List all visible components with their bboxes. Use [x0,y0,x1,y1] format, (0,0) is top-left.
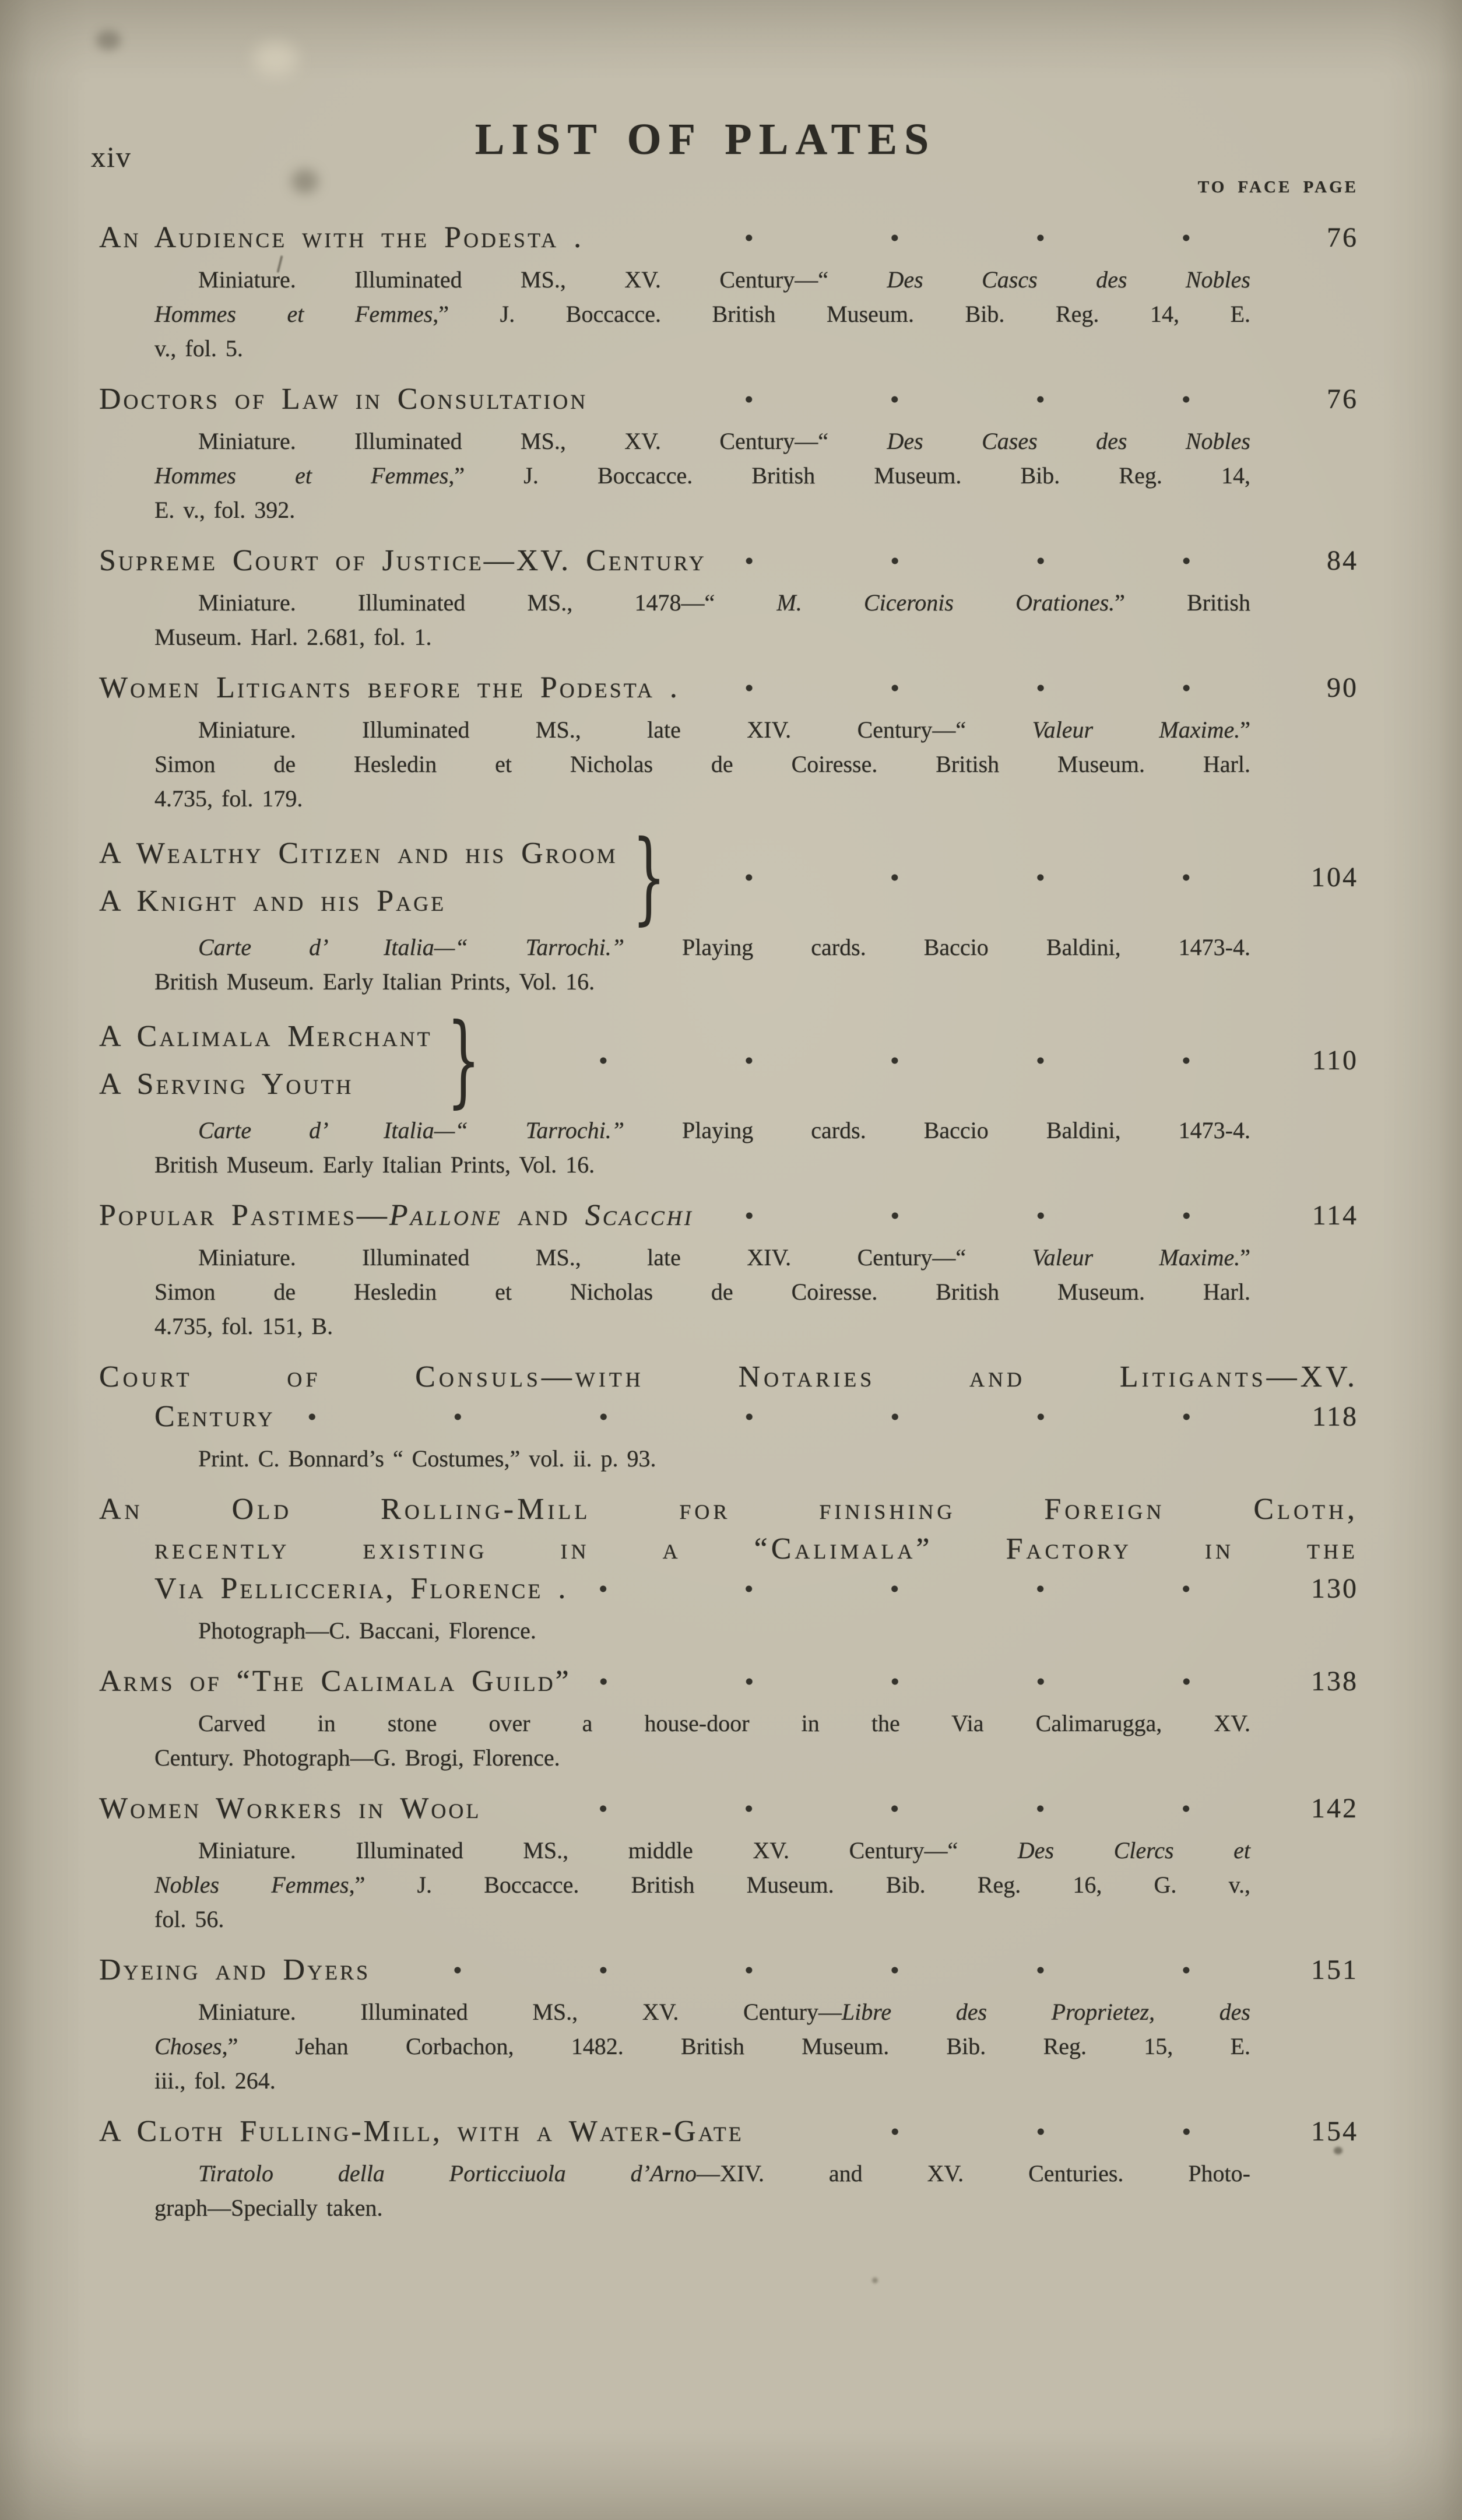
dot-leader [509,1789,1259,1828]
plate-entry-calimala-merchant-serving-youth [99,1002,1358,1182]
description-line [154,297,1250,331]
plate-entry-audience-with-podesta [99,218,1358,366]
page-number: 110 [1312,1045,1358,1076]
plate-description [154,2156,1250,2225]
page-number: 151 [1311,1954,1358,1985]
plate-title [99,218,584,258]
description-line [154,1740,1250,1775]
description-line [154,262,1250,297]
italic-text: Tiratolo della Porticciuola d’Arno [198,2160,697,2186]
text: ,” J. Boccacce. British Museum. Bib. Reg. 14, E. [433,301,1250,327]
dot-leader [611,218,1259,258]
description-line [154,964,1250,999]
text: graph—Specially taken. [154,2195,383,2221]
text: Miniature. Illuminated MS., XV. Century—“ [198,428,887,454]
plate-title [99,1789,481,1828]
description-line [154,331,1250,366]
text: E. v., fol. 392. [154,497,296,523]
description-line [154,1706,1250,1740]
description-line [154,2029,1250,2063]
title-row [99,1397,1358,1437]
plate-entry-wealthy-citizen-and-knight [99,819,1358,999]
plate-description [154,1113,1250,1182]
dot-leader [734,541,1259,581]
plate-entry-dyeing-and-dyers [99,1950,1358,2098]
title-row [99,1002,1358,1118]
plate-entry-court-of-consuls [99,1357,1358,1476]
text: British Museum. Early Italian Prints, Vol. 16. [154,1152,595,1178]
text: Women Litigants before the Podesta . [99,671,680,704]
title-row [99,668,1358,708]
plate-description [154,1706,1250,1775]
text: Court of Consuls—with Notaries and Litigants—XV. [99,1360,1358,1394]
plate-description [154,1240,1250,1343]
text: Via Pellicceria, Florence . [154,1572,568,1605]
plate-title [99,830,618,878]
plate-title [99,668,680,708]
description-line [154,1113,1250,1147]
text: An Old Rolling-Mill for finishing Foreign Cloth, [99,1493,1358,1526]
page-number: 118 [1312,1401,1358,1432]
text: Century [154,1400,275,1433]
description-line [154,713,1250,747]
text: Miniature. Illuminated MS., XV. Century— [198,1999,842,2025]
title-row [99,380,1358,419]
plate-title [99,380,588,419]
text: ” [1240,1244,1250,1270]
brace-glyph: } [632,819,666,935]
title-row [99,1950,1358,1990]
text: Museum. Harl. 2.681, fol. 1. [154,624,432,650]
title-row [99,1569,1358,1609]
plate-description [154,1613,1250,1648]
italic-text: Des Cascs des Nobles [887,266,1250,293]
italic-text: Valeur Maxime. [1032,717,1240,743]
brace-glyph: } [447,1002,480,1118]
text: ,” J. Boccacce. British Museum. Bib. Reg. 14, [448,462,1250,489]
italic-text: Carte d’ Italia—“ Tarrochi.” [198,934,624,960]
plate-title [99,1357,1358,1397]
text: Print. C. Bonnard’s “ Costumes,” vol. ii. p. 93. [198,1445,656,1472]
title-row [99,1662,1358,1701]
text: Arms of “The Calimala Guild” [99,1665,571,1698]
description-line [154,1613,1250,1648]
plate-title [99,1397,275,1437]
title-row [99,1789,1358,1828]
description-line [154,1309,1250,1343]
text: Doctors of Law in Consultation [99,382,588,416]
text: Miniature. Illuminated MS., XV. Century—“ [198,266,887,293]
text: Women Workers in Wool [99,1792,482,1825]
text: ,” Jehan Corbachon, 1482. British Museum. Bib. Reg. 15, E. [222,2033,1250,2059]
text: iii., fol. 264. [154,2068,276,2094]
dot-leader [708,668,1259,708]
plate-description [154,1995,1250,2098]
text: v., fol. 5. [154,335,243,361]
text: —XIV. and XV. Centuries. Photo- [697,2160,1250,2186]
dot-leader [525,1013,1259,1108]
text: Simon de Hesledin et Nicholas de Coiresse. British Museum. Harl. [154,1279,1250,1305]
plate-entry-arms-of-calimala-guild [99,1662,1358,1775]
text: A Knight and his Page [99,885,447,918]
description-line [154,1147,1250,1182]
description-line [154,1833,1250,1868]
text: Supreme Court of Justice—XV. Century [99,544,707,577]
text: Miniature. Illuminated MS., 1478—“ [198,589,777,616]
description-line [154,2191,1250,2225]
plate-list [99,218,1358,2225]
italic-text: Libre des Proprietez, des [841,1999,1251,2025]
plate-title [99,1196,694,1236]
plate-entry-women-litigants [99,668,1358,816]
italic-text: Hommes et Femmes [154,301,433,327]
italic-text: Des Clercs et [1017,1837,1250,1863]
description-line [154,585,1250,620]
plate-entry-cloth-fulling-mill [99,2112,1358,2225]
italic-text: Valeur Maxime. [1032,1244,1240,1270]
description-line [154,1868,1250,1902]
text: ,” J. Boccacce. British Museum. Bib. Reg. 16, G. v., [349,1872,1250,1898]
italic-text: Hommes et Femmes [154,462,449,489]
text: 4.735, fol. 179. [154,785,303,812]
page-number: 142 [1311,1793,1358,1824]
page-title: LIST OF PLATES [475,115,936,164]
description-line [154,1902,1250,1936]
plate-title [99,1950,370,1990]
page-number: 76 [1327,222,1358,253]
plate-description [154,713,1250,816]
page-number: 138 [1311,1666,1358,1697]
italic-text: Pallone [389,1199,502,1232]
plate-title [99,1662,571,1701]
italic-text: Choses [154,2033,222,2059]
page-number: 130 [1311,1573,1358,1604]
italic-text: Des Cases des Nobles [887,428,1250,454]
folio-number: xiv [91,141,132,173]
text: and [502,1199,585,1232]
description-line [154,493,1250,527]
plate-description [154,1441,1250,1476]
dot-leader [772,2112,1259,2152]
page-number: 154 [1311,2116,1358,2147]
description-line [154,424,1250,458]
dot-leader [616,380,1259,419]
page-number: 84 [1327,545,1358,576]
text: A Wealthy Citizen and his Groom [99,837,618,870]
plate-title [99,878,618,925]
plate-description [154,1833,1250,1936]
plate-title [99,1529,1358,1569]
dot-leader [303,1397,1259,1437]
plate-description [154,585,1250,654]
description-line [154,930,1250,964]
description-line [154,2063,1250,2098]
title-row [99,2112,1358,2152]
text: Miniature. Illuminated MS., late XIV. Century—“ [198,1244,1032,1270]
dot-leader [596,1569,1259,1609]
text: Simon de Hesledin et Nicholas de Coiresse. British Museum. Harl. [154,751,1250,777]
text: Photograph—C. Baccani, Florence. [198,1617,536,1644]
title-row [99,541,1358,581]
text: A Calimala Merchant [99,1020,433,1053]
text: Carved in stone over a house-door in the Via Calimarugga, XV. [198,1710,1250,1736]
page-number: 114 [1312,1200,1358,1231]
plate-entry-old-rolling-mill [99,1490,1358,1648]
text: Playing cards. Baccio Baldini, 1473-4. [624,934,1250,960]
page-header [91,114,1358,197]
dot-leader [398,1950,1259,1990]
text: ” [1240,717,1250,743]
text: Popular Pastimes— [99,1199,389,1232]
italic-text: M. Ciceronis Orationes. [776,589,1115,616]
page-content [91,114,1359,2239]
plate-title [99,2112,744,2152]
description-line [154,1995,1250,2029]
text: recently existing in a “Calimala” Factory in the [154,1532,1359,1566]
text: An Audience with the Podesta . [99,221,584,254]
title-row [99,218,1358,258]
text: Playing cards. Baccio Baldini, 1473-4. [624,1117,1250,1143]
plate-description [154,262,1250,366]
text: Miniature. Illuminated MS., late XIV. Century—“ [198,717,1032,743]
title-row [99,1196,1358,1236]
description-line [154,1275,1250,1309]
text: fol. 56. [154,1906,224,1932]
description-line [154,1441,1250,1476]
text: Miniature. Illuminated MS., middle XV. Century—“ [198,1837,1018,1863]
italic-text: Carte d’ Italia—“ Tarrochi.” [198,1117,624,1143]
text: A Serving Youth [99,1068,354,1101]
text: British Museum. Early Italian Prints, Vol. 16. [154,968,595,995]
italic-text: Scacchi [585,1199,694,1232]
plate-entry-popular-pastimes [99,1196,1358,1343]
text: 4.735, fol. 151, B. [154,1313,333,1339]
page-number: 104 [1311,862,1358,893]
dot-leader [599,1662,1259,1701]
bracketed-titles [99,1013,433,1108]
plate-title [99,1569,568,1609]
plate-entry-doctors-of-law [99,380,1358,527]
page-number: 76 [1327,384,1358,415]
plate-title [99,1490,1358,1529]
description-line [154,747,1250,781]
text: ” British [1115,589,1250,616]
plate-title [99,541,707,581]
description-line [154,781,1250,816]
plate-title [99,1061,433,1108]
text: Century. Photograph—G. Brogi, Florence. [154,1745,560,1771]
description-line [154,620,1250,654]
page-number: 90 [1327,672,1358,703]
dot-leader [722,1196,1259,1236]
title-row [99,819,1358,935]
dot-leader [710,830,1259,925]
plate-entry-women-workers-in-wool [99,1789,1358,1936]
bracketed-titles [99,830,618,925]
plate-description [154,930,1250,999]
plate-entry-supreme-court-of-justice [99,541,1358,654]
description-line [154,1240,1250,1275]
text: A Cloth Fulling-Mill, with a Water-Gate [99,2115,744,2148]
plate-description [154,424,1250,527]
description-line [154,458,1250,493]
description-line [154,2156,1250,2191]
text: Dyeing and Dyers [99,1953,371,1986]
to-face-page-label: TO FACE PAGE [1197,178,1358,196]
plate-title [99,1013,433,1061]
italic-text: Nobles Femmes [154,1872,349,1898]
